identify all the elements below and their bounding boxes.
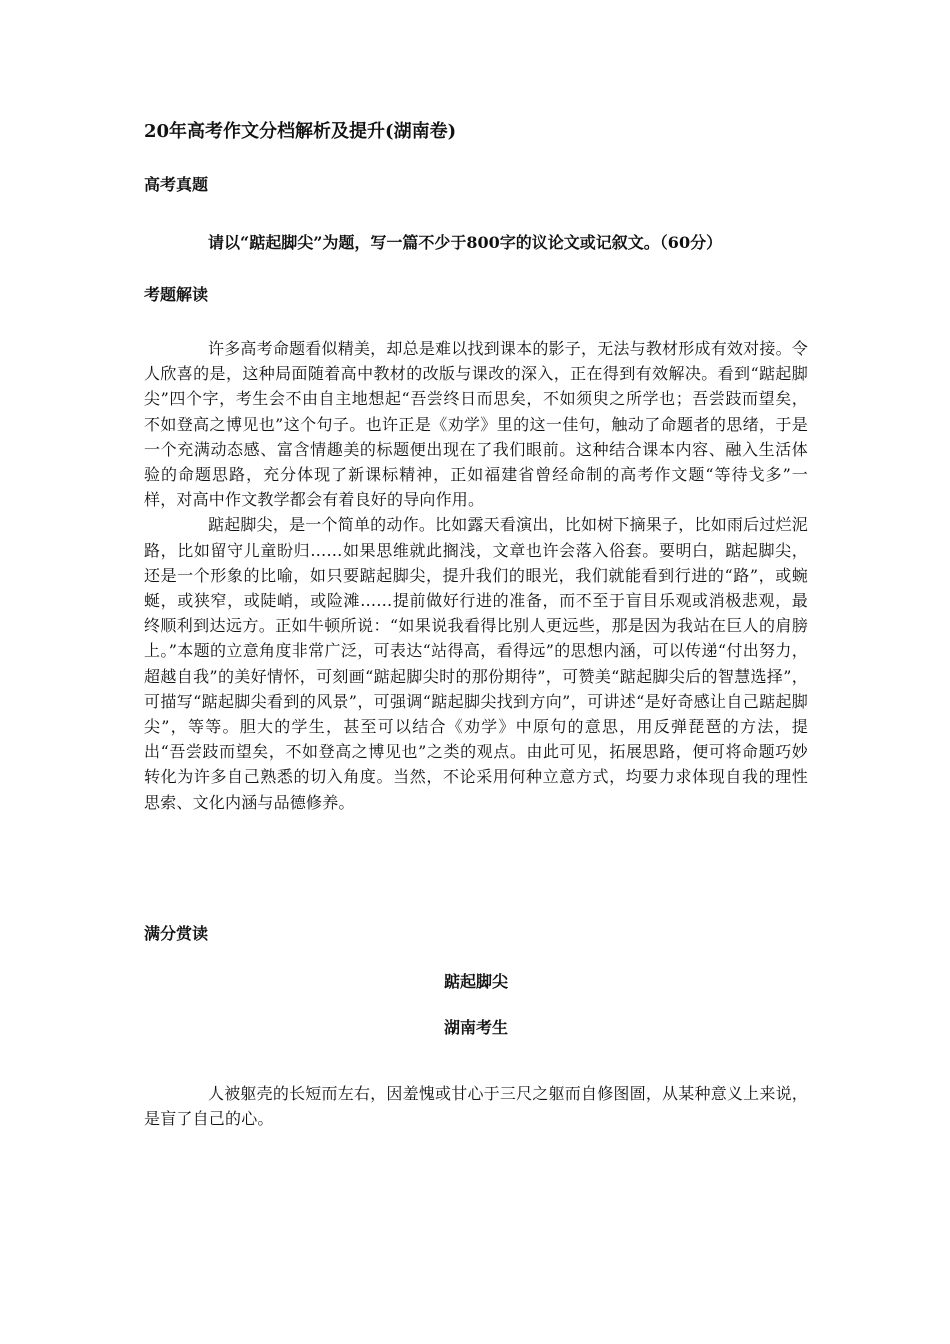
essay-title: 踮起脚尖 [443, 971, 508, 991]
section-heading-fullscore: 满分赏读 [144, 923, 209, 943]
document-page [144, 120, 808, 1131]
section-spacer [144, 815, 808, 923]
section-heading-analysis: 考题解读 [144, 285, 209, 304]
document-title: 20年高考作文分档解析及提升(湖南卷) [144, 121, 457, 142]
exam-question: 请以“踮起脚尖”为题，写一篇不少于800字的议论文或记叙文。（60分） [208, 233, 723, 252]
analysis-paragraph-1: 许多高考命题看似精美，却总是难以找到课本的影子，无法与教材形成有效对接。令人欣喜的是，这种局面随着高中教材的改版与课改的深入，正在得到有效解决。看到“踮起脚尖”四个字，考生会不由自主地想起“吾尝终日而思矣，不如须臾之所学也；吾尝跂而望矣，不如登高之博见也”这个句子。也许正是《劝学》里的这一佳句，触动了命题者的思绪，于是一个充满动态感、富含情趣美的标题便出现在了我们眼前。这种结合课本内容、融入生活体验的命题思路，充分体现了新课标精神，正如福建省曾经命制的高考作文题“等待戈多”一样，对高中作文教学都会有着良好的导向作用。 [144, 339, 808, 510]
section-heading-exam: 高考真题 [144, 175, 209, 194]
essay-author: 湖南考生 [443, 1017, 508, 1037]
essay-paragraph-1: 人被躯壳的长短而左右，因羞愧或甘心于三尺之躯而自修图圄，从某种意义上来说，是盲了自己的心。 [144, 1083, 808, 1129]
analysis-paragraph-2: 踮起脚尖，是一个简单的动作。比如露天看演出，比如树下摘果子，比如雨后过烂泥路，比如留守儿童盼归……如果思维就此搁浅，文章也许会落入俗套。要明白，踮起脚尖，还是一个形象的比喻，如只要踮起脚尖，提升我们的眼光，我们就能看到行进的“路”，或蜿蜒，或狭窄，或陡峭，或险滩……提前做好行进的准备，而不至于盲目乐观或消极悲观，最终顺利到达远方。正如牛顿所说：“如果说我看得比别人更远些，那是因为我站在巨人的肩膀上。”本题的立意角度非常广泛，可表达“站得高，看得远”的思想内涵，可以传递“付出努力，超越自我”的美好情怀，可刻画“踮起脚尖时的那份期待”，可赞美“踮起脚尖后的智慧选择”，可描写“踮起脚尖看到的风景”，可强调“踮起脚尖找到方向”，可讲述“是好奇感让自己踮起脚尖”，等等。胆大的学生，甚至可以结合《劝学》中原句的意思，用反弹琵琶的方法，提出“吾尝跂而望矣，不如登高之博见也”之类的观点。由此可见，拓展思路，便可将命题巧妙转化为许多自己熟悉的切入角度。当然，不论采用何种立意方式，均要力求体现自我的理性思索、文化内涵与品德修养。 [144, 515, 808, 812]
